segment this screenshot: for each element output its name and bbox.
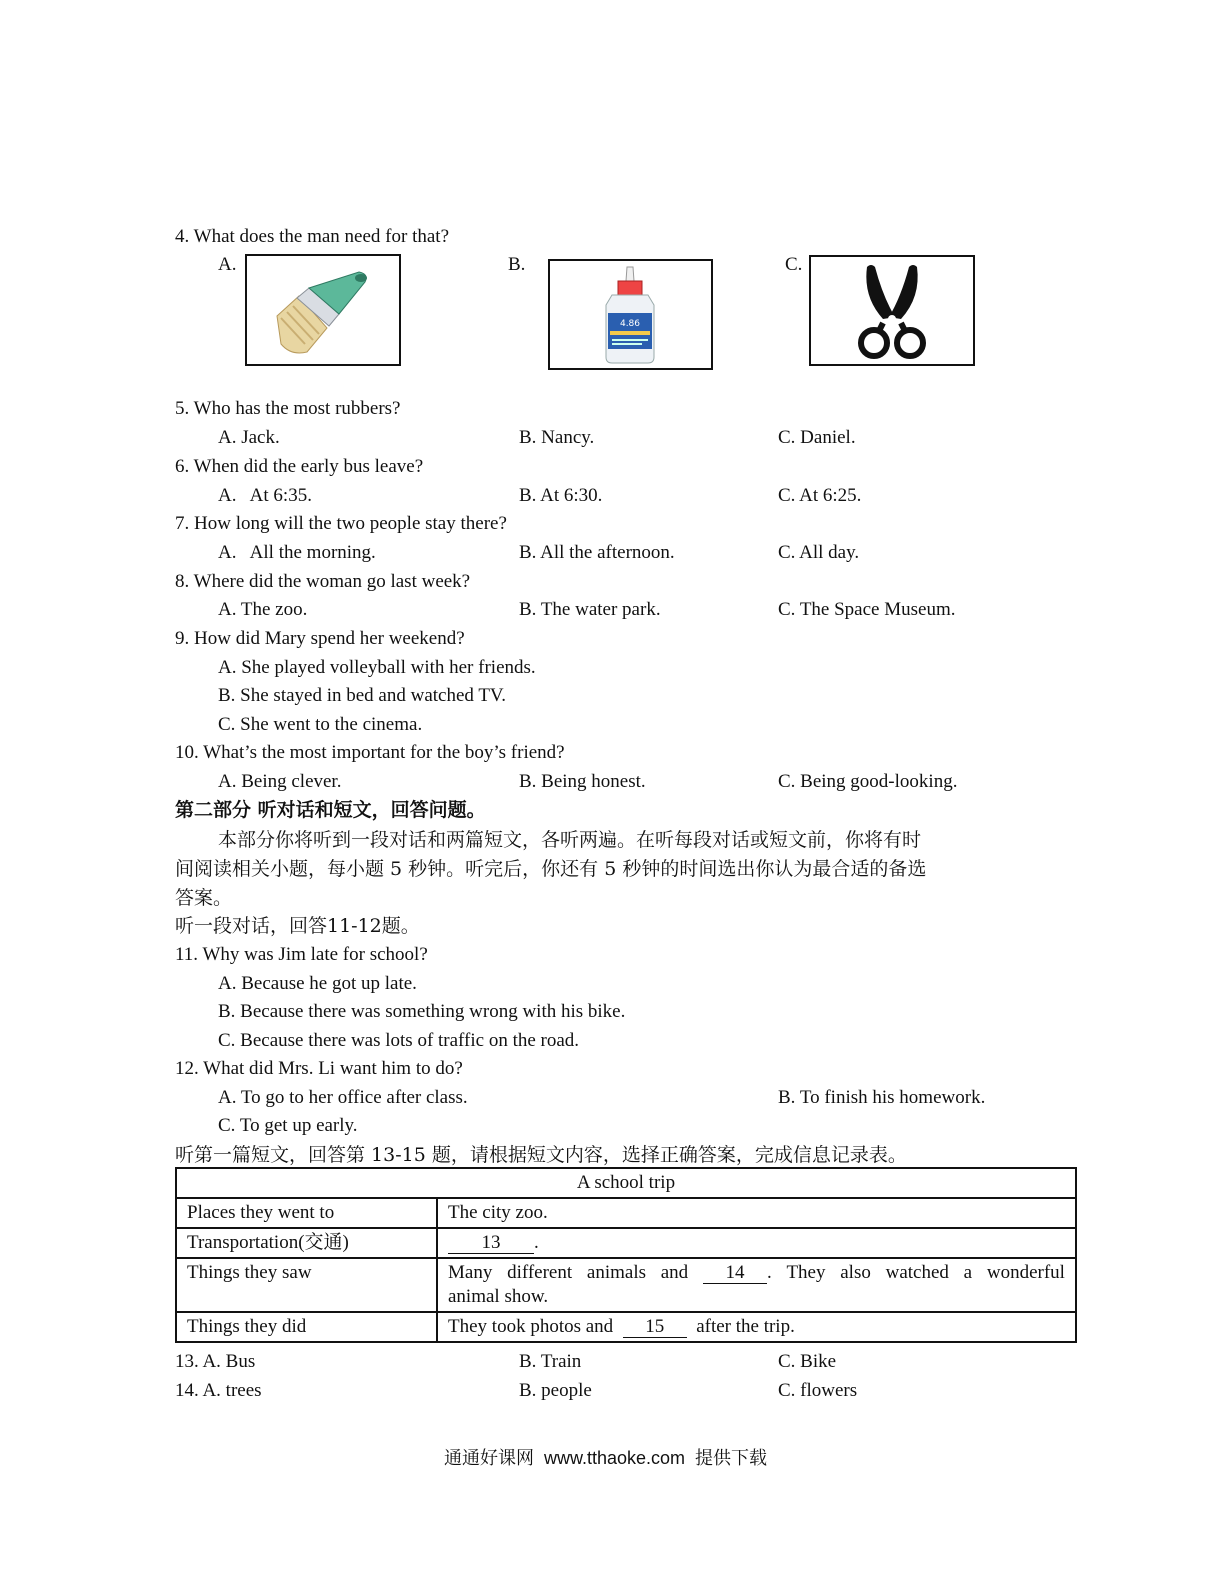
q14-option-a: 14. A. trees [175, 1380, 262, 1401]
q4-option-b-image [548, 259, 713, 370]
q4-option-c-label: C. [785, 254, 803, 275]
q13-option-b: B. Train [519, 1351, 582, 1372]
saw-pre-2: different [507, 1262, 573, 1283]
q11-option-b: B. Because there was something wrong with his bike. [218, 1001, 626, 1022]
row-value-saw [437, 1258, 1076, 1312]
saw-post-1: They [786, 1262, 826, 1283]
question-5: 5. Who has the most rubbers? [175, 398, 401, 419]
table-title: A school trip [176, 1168, 1076, 1198]
part2-instruction-line-1: 本部分你将听到一段对话和两篇短文，各听两遍。在听每段对话或短文前，你将有时 [218, 829, 922, 851]
q5-option-b: B. Nancy. [519, 427, 595, 448]
row-label-places: Places they went to [176, 1198, 437, 1228]
passage1-intro: 听第一篇短文，回答第 13-15 题，请根据短文内容，选择正确答案，完成信息记录表。 [175, 1144, 907, 1166]
q13-option-a: 13. A. Bus [175, 1351, 256, 1372]
table-title-row [176, 1168, 1076, 1198]
saw-pre-3: animals [586, 1262, 646, 1283]
row-value-did [437, 1312, 1076, 1342]
q5-option-a: A. Jack. [218, 427, 280, 448]
saw-pre-1: Many [448, 1262, 493, 1283]
dialog-intro: 听一段对话，回答11-12题。 [175, 915, 420, 937]
table-row [176, 1258, 1076, 1312]
table-row [176, 1312, 1076, 1342]
q4-option-b-label: B. [508, 254, 526, 275]
q9-option-a: A. She played volleyball with her friends. [218, 657, 536, 678]
q12-option-b: B. To finish his homework. [778, 1087, 986, 1108]
paint-brush-icon [247, 256, 399, 364]
q7-option-b: B. All the afternoon. [519, 542, 675, 563]
q11-option-c: C. Because there was lots of traffic on the road. [218, 1030, 580, 1051]
question-7: 7. How long will the two people stay there? [175, 513, 507, 534]
question-10: 10. What’s the most important for the boy’s friend? [175, 742, 565, 763]
did-pre: They took photos and [448, 1316, 614, 1337]
q9-option-c: C. She went to the cinema. [218, 714, 423, 735]
q4-option-a-image [245, 254, 401, 366]
q8-option-a: A. The zoo. [218, 599, 308, 620]
q8-option-c: C. The Space Museum. [778, 599, 956, 620]
blank-15: 15 [623, 1317, 687, 1338]
saw-line-2: animal show. [448, 1286, 549, 1307]
question-4: 4. What does the man need for that? [175, 226, 449, 247]
q13-option-c: C. Bike [778, 1351, 837, 1372]
school-trip-table [175, 1167, 1077, 1343]
q6-option-a: A. At 6:35. [218, 485, 312, 506]
q12-option-a: A. To go to her office after class. [218, 1087, 468, 1108]
row-label-transportation: Transportation(交通) [176, 1228, 437, 1258]
row-value-transportation [437, 1228, 1076, 1258]
glue-bottle-icon [550, 261, 711, 368]
q5-option-c: C. Daniel. [778, 427, 856, 448]
question-11: 11. Why was Jim late for school? [175, 944, 428, 965]
q6-option-b: B. At 6:30. [519, 485, 603, 506]
question-6: 6. When did the early bus leave? [175, 456, 424, 477]
q6-option-c: C. At 6:25. [778, 485, 862, 506]
transportation-post: . [534, 1232, 539, 1253]
part2-instruction-line-3: 答案。 [175, 887, 233, 909]
glue-bottle-label: 4.86 [619, 319, 641, 329]
row-value-places [437, 1198, 1076, 1228]
scissors-icon [811, 257, 973, 364]
saw-post-4: a [963, 1262, 973, 1283]
row-label-saw: Things they saw [176, 1258, 437, 1312]
did-post: after the trip. [696, 1316, 795, 1337]
q10-option-a: A. Being clever. [218, 771, 342, 792]
saw-post-5: wonderful [986, 1262, 1065, 1283]
q9-option-b: B. She stayed in bed and watched TV. [218, 685, 506, 706]
q14-option-b: B. people [519, 1380, 592, 1401]
row-label-did: Things they did [176, 1312, 437, 1342]
q4-option-a-label: A. [218, 254, 237, 275]
q8-option-b: B. The water park. [519, 599, 661, 620]
table-row [176, 1228, 1076, 1258]
q10-option-b: B. Being honest. [519, 771, 646, 792]
q10-option-c: C. Being good-looking. [778, 771, 958, 792]
places-value: The city zoo. [448, 1202, 548, 1223]
table-row [176, 1198, 1076, 1228]
saw-pre-4: and [660, 1262, 689, 1283]
q11-option-a: A. Because he got up late. [218, 973, 417, 994]
part2-instruction-line-2: 间阅读相关小题，每小题 5 秒钟。听完后，你还有 5 秒钟的时间选出你认为最合适的备选 [175, 858, 927, 880]
q7-option-a: A. All the morning. [218, 542, 376, 563]
q14-option-c: C. flowers [778, 1380, 858, 1401]
saw-post-3: watched [885, 1262, 949, 1283]
question-12: 12. What did Mrs. Li want him to do? [175, 1058, 463, 1079]
saw-line-1: Many different animals and 14 . They also watched a wonderful [448, 1262, 1065, 1283]
q4-option-c-image [809, 255, 975, 366]
part2-heading: 第二部分 听对话和短文，回答问题。 [175, 799, 486, 821]
blank-14: 14 [703, 1263, 767, 1284]
question-8: 8. Where did the woman go last week? [175, 571, 471, 592]
q12-option-c: C. To get up early. [218, 1115, 358, 1136]
blank-13: 13 [448, 1233, 534, 1254]
footer-source: 通通好课网 www.tthaoke.com 提供下载 [443, 1448, 768, 1468]
q7-option-c: C. All day. [778, 542, 860, 563]
question-9: 9. How did Mary spend her weekend? [175, 628, 465, 649]
saw-post-2: also [840, 1262, 871, 1283]
